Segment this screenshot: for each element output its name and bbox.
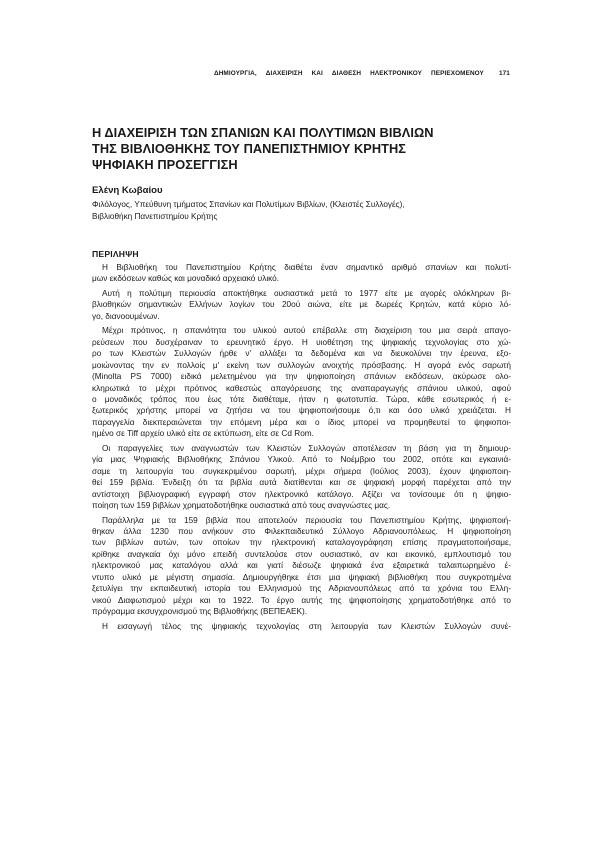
running-head-word: ΔΗΜΙΟΥΡΓΙΑ, <box>214 70 257 77</box>
text-line: ρο των Κλειστών Συλλογών ήρθε ν' αλλάξει τα δεδομένα και να διευκολύνει την έρευνα, εξο- <box>92 349 511 359</box>
running-head <box>214 70 510 77</box>
running-head-word: ΔΙΑΧΕΙΡΙΣΗ <box>265 70 303 77</box>
affiliation-line: Φιλόλογος, Υπεύθυνη τμήματος Σπανίων και Πολυτίμων Βιβλίων, (Κλειστές Συλλογές), <box>92 200 405 209</box>
page-number: 171 <box>498 70 510 77</box>
text-line: Αυτή η πολύτιμη περιουσία αποκτήθηκε ουσιαστικά μετά το 1977 είτε με αγορές ολόκληρων βι- <box>102 288 511 298</box>
text-line: μων εκδόσεων καθώς και μοναδικό αρχειακό υλικό. <box>92 274 280 284</box>
text-line: γία μιας Ψηφιακής Βιβλιοθήκης Σπάνιου Υλικού. Από το Νοέμβριο του 2002, οπότε και εγκαινιά- <box>92 455 511 465</box>
text-line: αντίστοιχη βιβλιογραφική εγγραφή στον ηλεκτρονικό κατάλογο. Αξίζει να τονίσουμε ότι η ψηφιο- <box>92 489 511 499</box>
abstract-paragraph <box>92 621 511 632</box>
text-line: σαμε τη λειτουργία του συγκεκριμένου σαρωτή, μέχρι σήμερα (Ιούλιος 2003), έχουν ψηφιοποιη- <box>92 466 511 476</box>
text-line: πρόγραμμα εκσυγχρονισμού της Βιβλιοθήκης (ΒΕΠΕΑΕΚ). <box>92 607 308 617</box>
text-line: ποίηση των 159 βιβλίων χρηματοδοτήθηκε ουσιαστικά από τους αναγνώστες μας. <box>92 501 391 511</box>
text-line: ξετυλίγει την εκπαιδευτική ιστορία του Ελληνισμού της Αδριανουπόλεως από τα χρόνια του Ελλη- <box>92 584 511 594</box>
text-line: ξωτερικός χρήστης μπορεί να ζητήσει να του ψηφιοποιήσουμε ό,τι και όσο υλικό χρειάζεται. Η <box>92 406 511 416</box>
abstract-paragraph <box>92 443 511 512</box>
running-head-word: ΔΙΑΘΕΣΗ <box>331 70 362 77</box>
text-line: Παράλληλα με τα 159 βιβλία που αποτελούν περιουσία του Πανεπιστημίου Κρήτης, ψηφιοποιή- <box>102 515 511 525</box>
text-line: ημένο σε Tiff αρχείο υλικό είτε σε εκτύπωση, είτε σε Cd Rom. <box>92 429 314 439</box>
text-line: θηκαν άλλα 1230 που ανήκουν στο Φιλεκπαιδευτικό Σύλλογο Αδριανουπόλεως. Η ψηφιοποίηση <box>92 526 511 536</box>
text-line: παραγγελία διεκπεραιώνεται την επόμενη μέρα και ο ίδιος μπορεί να προμηθευτεί το ψηφιοποι- <box>92 417 511 427</box>
abstract-paragraph <box>92 515 511 618</box>
running-head-word: ΗΛΕΚΤΡΟΝΙΚΟΥ <box>370 70 423 77</box>
author-name: Ελένη Κωβαίου <box>92 185 163 196</box>
title-line: Η ΔΙΑΧΕΙΡΙΣΗ ΤΩΝ ΣΠΑΝΙΩΝ ΚΑΙ ΠΟΛΥΤΙΜΩΝ ΒΙΒΛΙΩΝ <box>92 125 434 140</box>
running-head-word: ΚΑΙ <box>311 70 323 77</box>
text-line: νικού Διαφωτισμού μέχρι και το 1922. Το έργο αυτής της ψηφιοποίησης χρηματοδοτήθηκε από το <box>92 595 511 605</box>
text-line: ο μοναδικός τρόπος που έως τότε διαθέταμε, ήταν η φωτοτυπία. Τώρα, κάθε εσωτερικός ή ε- <box>92 394 511 404</box>
text-line: μοιώνοντας την εν πολλοίς μ' εκείνη των συλλογών ανοιχτής πρόσβασης. Η αγορά ενός σαρωτή <box>92 360 511 370</box>
text-line: των βιβλίων αυτών, των οποίων την ηλεκτρονική καταλογογράφηση επίσης πραγματοποιήσαμε, <box>92 538 511 548</box>
text-line: θεί 159 βιβλία. Ένδειξη ότι τα βιβλία αυτά διατίθενται και σε ψηφιακή μορφή παρέχεται από την <box>92 478 511 488</box>
author-affiliation <box>92 199 512 223</box>
abstract-paragraph <box>92 325 511 440</box>
text-line: κρίθηκε αναγκαία όχι μόνο επειδή συντελούσε στον ουσιαστικό, αν και εικονικό, εμπλουτισμό του <box>92 549 511 559</box>
text-line: ρεύσεων που δυσχέραιναν το ερευνητικό έργο. Η υιοθέτηση της ψηφιακής τεχνολογίας στο χώ- <box>92 337 511 347</box>
text-line: Οι παραγγελίες των αναγνωστών των Κλειστών Συλλογών αποτέλεσαν τη βάση για τη δημιουρ- <box>102 443 511 453</box>
text-line: κληρωτικά το μέχρι πρότινος καθεστώς απαγόρευσης της αναπαραγωγής σπάνιου υλικού, αφού <box>92 383 511 393</box>
text-line: ντυπο υλικό με μέγιστη σημασία. Δημιουργήθηκε έτσι μια ψηφιακή βιβλιοθήκη που συγκροτημένα <box>92 572 511 582</box>
abstract-paragraph <box>92 262 511 285</box>
title-line: ΤΗΣ ΒΙΒΛΙΟΘΗΚΗΣ ΤΟΥ ΠΑΝΕΠΙΣΤΗΜΙΟΥ ΚΡΗΤΗΣ <box>92 141 407 156</box>
text-line: βλιοθηκών σημαντικών Ελλήνων λογίων του 20ού αιώνα, είτε με δωρεές Κρητών, κατά κύριο λό- <box>92 300 511 310</box>
affiliation-line: Βιβλιοθήκη Πανεπιστημίου Κρήτης <box>92 211 218 221</box>
text-line: Η Βιβλιοθήκη του Πανεπιστημίου Κρήτης διαθέτει έναν σημαντικό αριθμό σπανίων και πολυτί- <box>102 263 511 272</box>
text-line: γο, διανοουμένων. <box>92 311 160 321</box>
running-head-word: ΠΕΡΙΕΧΟΜΕΝΟΥ <box>431 70 484 77</box>
abstract-body <box>92 262 511 635</box>
text-line: ηλεκτρονικού μας καταλόγου αλλά και γιατί διέσωζε ψηφιακά ένα εξαιρετικά ταλαιπωρημένο έ- <box>92 561 511 571</box>
text-line: (Minolta PS 7000) ειδικά μελετημένου για την ψηφιοποίηση σπάνιων εκδόσεων, ακύρωσε ολο- <box>92 372 511 382</box>
text-line: Η εισαγωγή τέλος της ψηφιακής τεχνολογίας στη λειτουργία των Κλειστών Συλλογών συνέ- <box>102 621 511 631</box>
abstract-heading: ΠΕΡΙΛΗΨΗ <box>92 249 139 259</box>
text-line: Μέχρι πρότινος, η σπανιότητα του υλικού αυτού επέβαλλε στη διαχείριση του μια σειρά απαγο- <box>102 326 511 336</box>
abstract-paragraph <box>92 288 511 322</box>
title-line: ΨΗΦΙΑΚΗ ΠΡΟΣΕΓΓΙΣΗ <box>92 157 238 172</box>
paper-title <box>92 125 512 173</box>
